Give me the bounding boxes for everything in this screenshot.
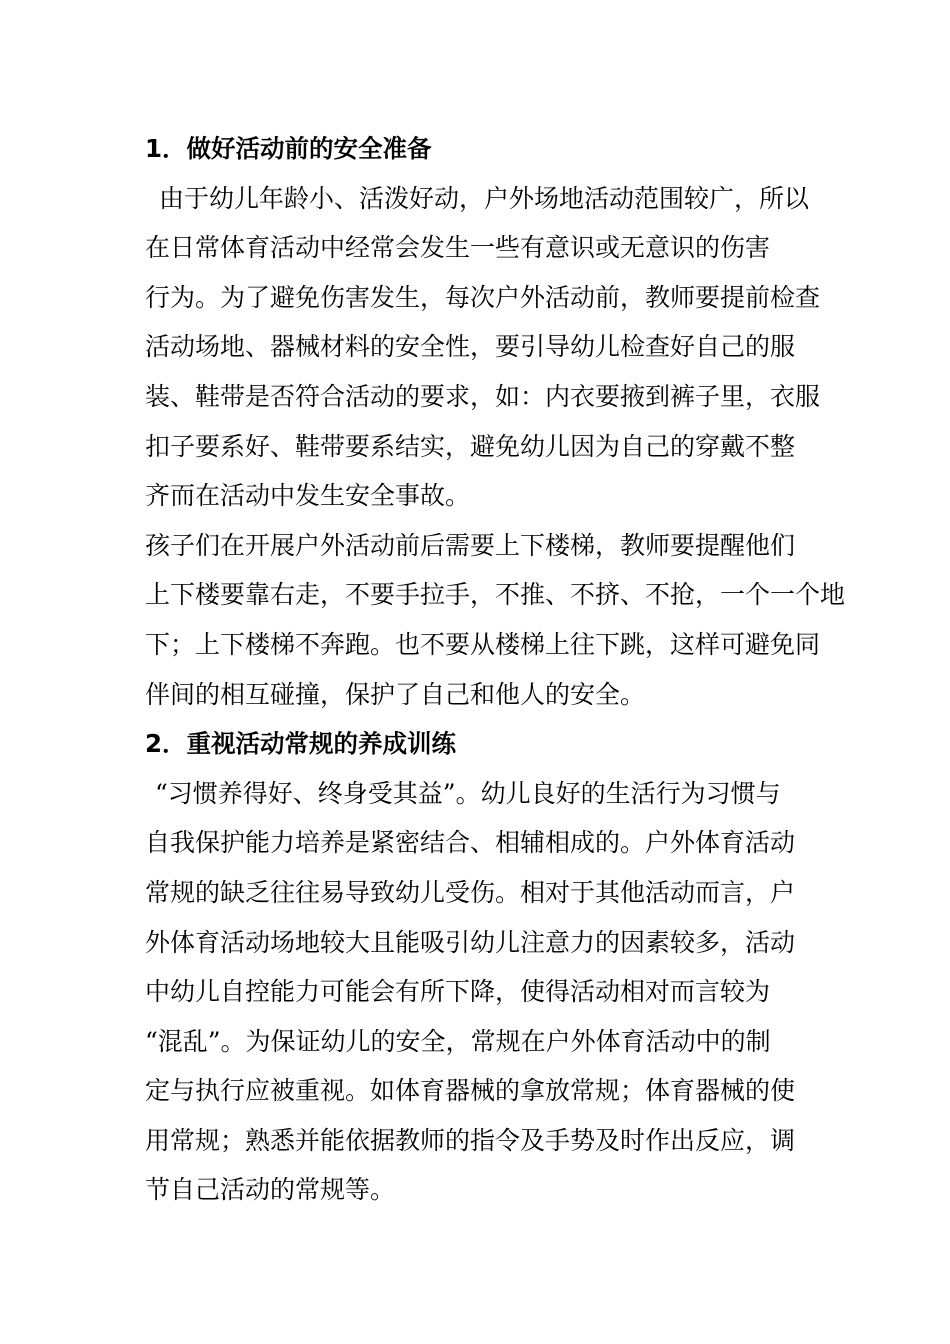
- text-line: 节自己活动的常规等。: [145, 1175, 396, 1205]
- text-line: 下；上下楼梯不奔跑。也不要从楼梯上往下跳，这样可避免同: [145, 629, 821, 659]
- text-line: 行为。为了避免伤害发生，每次户外活动前，教师要提前检查: [145, 282, 821, 312]
- section-2-paragraph-1: [145, 769, 810, 1215]
- text-line: 扣子要系好、鞋带要系结实，避免幼儿因为自己的穿戴不整: [145, 431, 796, 461]
- text-line: 齐而在活动中发生安全事故。: [145, 481, 471, 511]
- text-line: 上下楼要靠右走，不要手拉手，不推、不挤、不抢，一个一个地: [145, 580, 846, 610]
- text-line: 装、鞋带是否符合活动的要求，如：内衣要掖到裤子里，衣服: [145, 381, 821, 411]
- text-line: “习惯养得好、终身受其益”。幼儿良好的生活行为习惯与: [155, 778, 781, 808]
- text-line: 伴间的相互碰撞，保护了自己和他人的安全。: [145, 679, 646, 709]
- text-line: 中幼儿自控能力可能会有所下降，使得活动相对而言较为: [145, 977, 771, 1007]
- section-1-heading: 1．做好活动前的安全准备: [145, 134, 432, 163]
- text-line: 外体育活动场地较大且能吸引幼儿注意力的因素较多，活动: [145, 927, 796, 957]
- text-line: 孩子们在开展户外活动前后需要上下楼梯，教师要提醒他们: [145, 530, 796, 560]
- text-line: 定与执行应被重视。如体育器械的拿放常规；体育器械的使: [145, 1076, 796, 1106]
- text-line: 由于幼儿年龄小、活泼好动，户外场地活动范围较广，所以: [159, 183, 810, 213]
- section-2-heading: 2．重视活动常规的养成训练: [145, 729, 457, 759]
- text-line: 用常规；熟悉并能依据教师的指令及手势及时作出反应，调: [145, 1125, 796, 1155]
- text-line: 活动场地、器械材料的安全性，要引导幼儿检查好自己的服: [145, 332, 796, 362]
- text-line: 常规的缺乏往往易导致幼儿受伤。相对于其他活动而言，户: [145, 877, 796, 907]
- text-line: 自我保护能力培养是紧密结合、相辅相成的。户外体育活动: [145, 828, 796, 858]
- text-line: “混乱”。为保证幼儿的安全，常规在户外体育活动中的制: [145, 1026, 771, 1056]
- section-1-paragraph-2: [145, 521, 846, 719]
- text-line: 在日常体育活动中经常会发生一些有意识或无意识的伤害: [145, 233, 771, 263]
- section-1-paragraph-1: [145, 174, 821, 521]
- document-page: [145, 124, 846, 1215]
